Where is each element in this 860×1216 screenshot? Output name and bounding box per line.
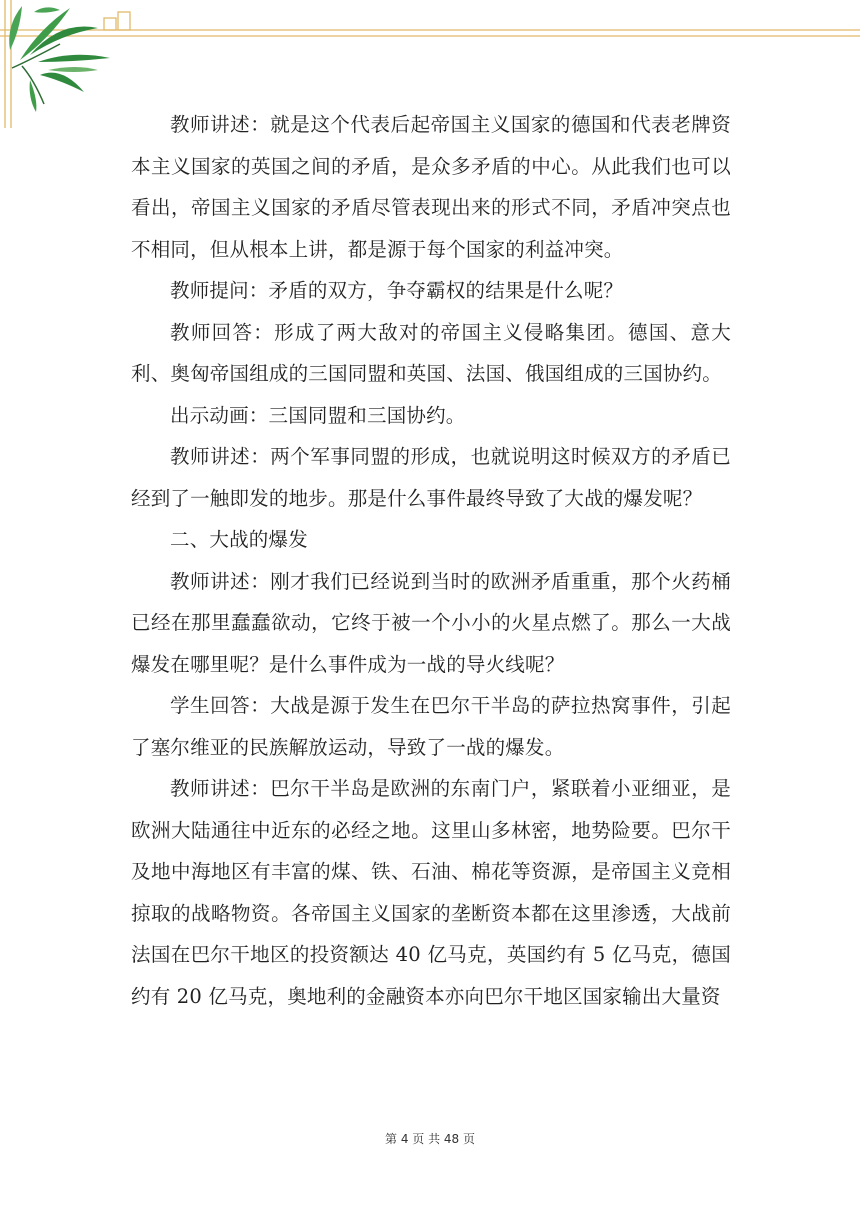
bamboo-leaf-icon	[9, 6, 110, 112]
paragraph: 教师讲述：巴尔干半岛是欧洲的东南门户，紧联着小亚细亚，是欧洲大陆通往中近东的必经之地。这里山多林密，地势险要。巴尔干及地中海地区有丰富的煤、铁、石油、棉花等资源，是帝国主义竞相掠取的战略物资。各帝国主义国家的垄断资本都在这里渗透，大战前法国在巴尔干地区的投资额达 40 亿马克，英国约有 5 亿马克，德国约有 20 亿马克，奥地利的金融资本亦向巴尔干地区国家输出大量资	[131, 777, 731, 1008]
paragraph: 教师回答：形成了两大敌对的帝国主义侵略集团。德国、意大利、奥匈帝国组成的三国同盟和英国、法国、俄国组成的三国协约。	[131, 320, 731, 385]
paragraph: 教师讲述：两个军事同盟的形成，也就说明这时候双方的矛盾已经到了一触即发的地步。那是什么事件最终导致了大战的爆发呢？	[131, 445, 731, 510]
page-number-footer: 第 4 页 共 48 页	[385, 1132, 475, 1146]
paragraph: 教师讲述：就是这个代表后起帝国主义国家的德国和代表老牌资本主义国家的英国之间的矛盾，是众多矛盾的中心。从此我们也可以看出，帝国主义国家的矛盾尽管表现出来的形式不同，矛盾冲突点也不相同，但从根本上讲，都是源于每个国家的利益冲突。	[131, 113, 731, 261]
section-heading: 二、大战的爆发	[170, 528, 308, 551]
paragraph: 教师提问：矛盾的双方，争夺霸权的结果是什么呢？	[170, 279, 624, 302]
paragraph: 教师讲述：刚才我们已经说到当时的欧洲矛盾重重，那个火药桶已经在那里蠢蠢欲动，它终于被一个小小的火星点燃了。那么一大战爆发在哪里呢？是什么事件成为一战的导火线呢？	[131, 569, 731, 676]
paragraph: 学生回答：大战是源于发生在巴尔干半岛的萨拉热窝事件，引起了塞尔维亚的民族解放运动，导致了一战的爆发。	[131, 694, 731, 759]
paragraph: 出示动画：三国同盟和三国协约。	[170, 403, 466, 427]
page-body	[131, 104, 731, 1017]
